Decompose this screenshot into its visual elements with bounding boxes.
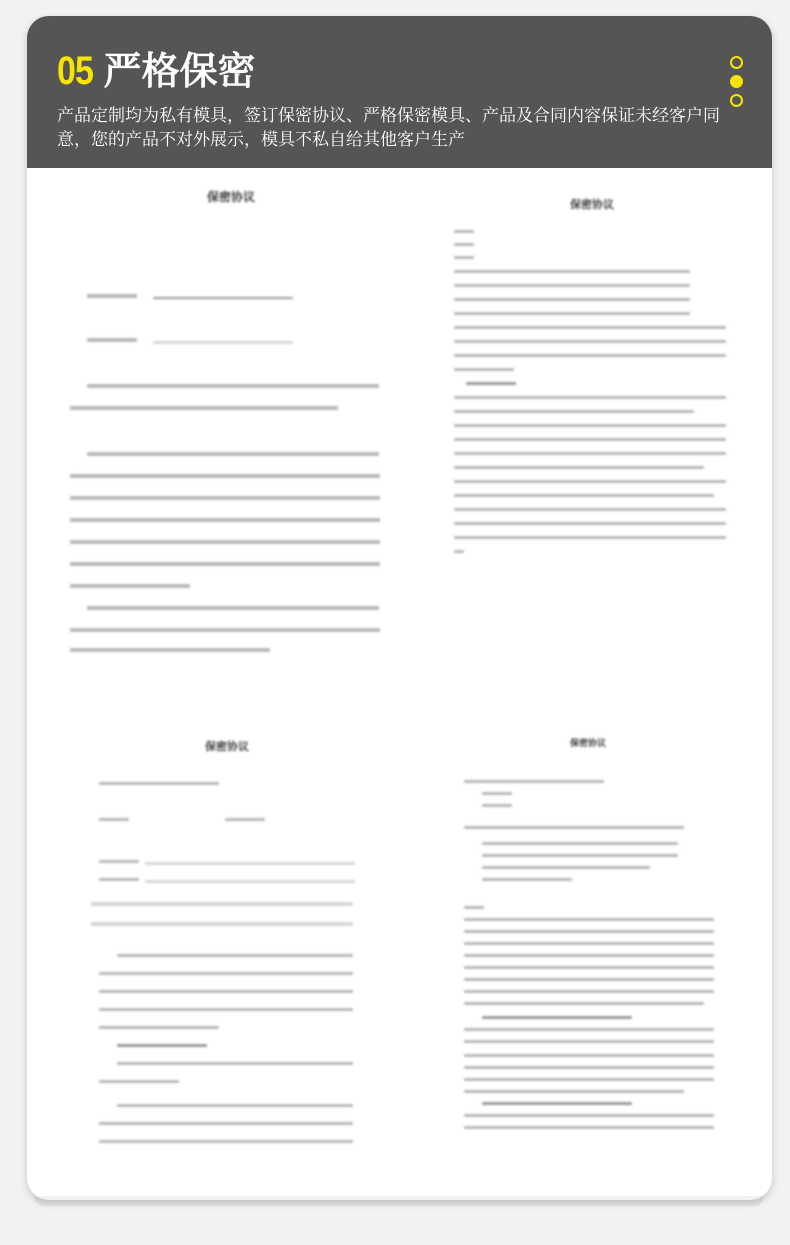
- pager-dot-2-active[interactable]: [730, 75, 743, 88]
- agreement-document-3: [87, 738, 367, 1168]
- section-title-text: 严格保密: [103, 49, 256, 93]
- card-shadow: [34, 1196, 764, 1206]
- section-number: 05: [57, 49, 94, 93]
- section-description: 产品定制均为私有模具，签订保密协议、严格保密模具、产品及合同内容保证未经客户同意，您的产品不对外展示，模具不私自给其他客户生产: [57, 106, 720, 150]
- agreement-document-2: [452, 196, 732, 556]
- agreement-document-4: [462, 736, 722, 1176]
- document-title: 保密协议: [570, 198, 614, 211]
- document-title: 保密协议: [205, 740, 249, 753]
- section-header: [27, 16, 772, 168]
- agreement-document-1: [67, 188, 387, 658]
- document-title: 保密协议: [207, 190, 256, 204]
- section-title: [57, 40, 256, 95]
- agreement-thumbnails: [27, 168, 772, 1200]
- document-title: 保密协议: [570, 739, 607, 749]
- confidentiality-card: [27, 16, 772, 1200]
- pager-dot-1[interactable]: [730, 56, 743, 69]
